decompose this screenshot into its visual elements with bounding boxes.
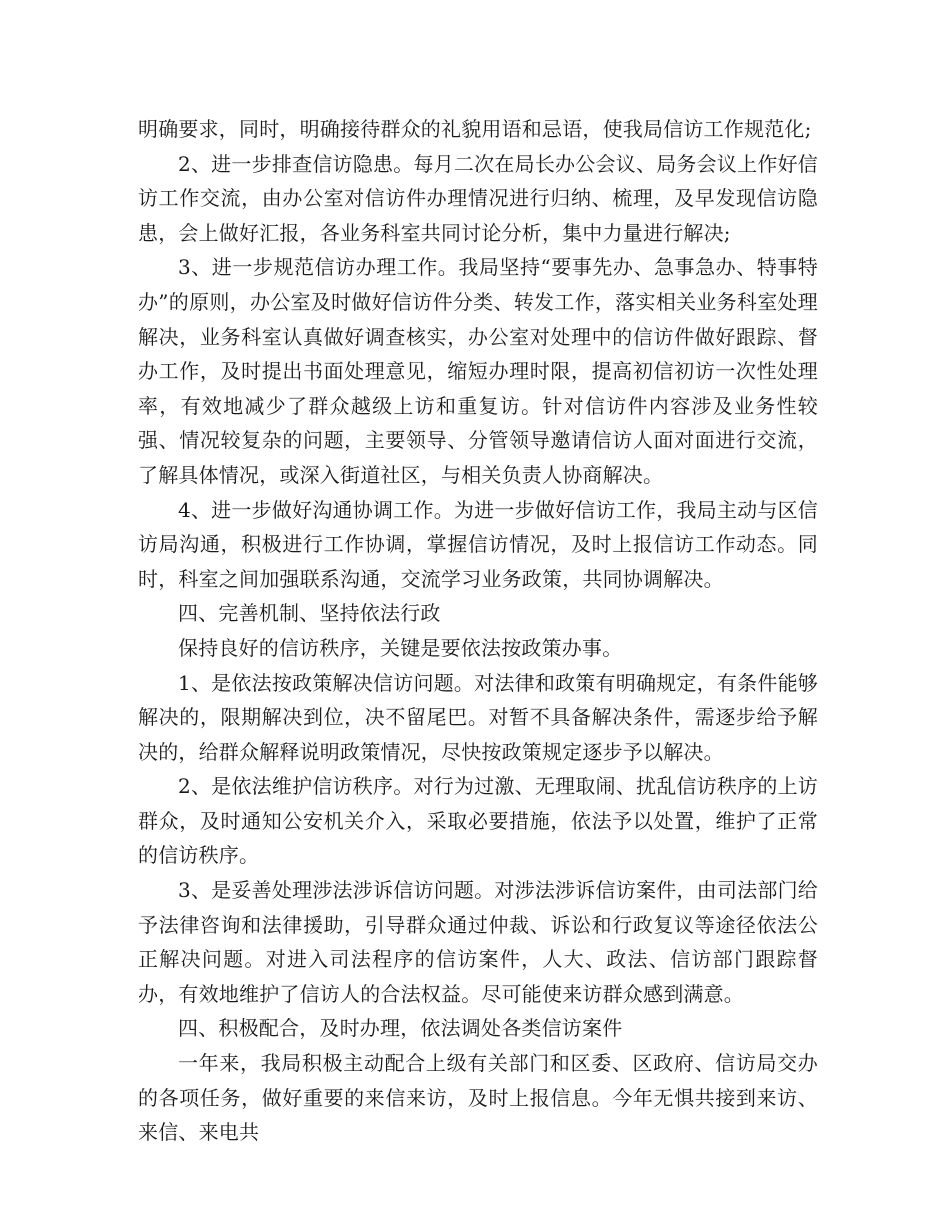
paragraph-5: 保持良好的信访秩序，关键是要依法按政策办事。 [178,635,623,660]
paragraph-8: 3、是妥善处理涉法涉诉信访问题。对涉法涉诉信访案件，由司法部门给予法律咨询和法律援助，引导群众通过仲裁、诉讼和行政复议等途径依法公正解决问题。对进入司法程序的信访案件，人大、政法、信访部门跟踪督办，有效地维护了信访人的合法权益。尽可能使来访群众感到满意。 [138,878,818,1006]
document-body [138,112,818,1150]
paragraph-9: 一年来，我局积极主动配合上级有关部门和区委、区政府、信访局交办的各项任务，做好重要的来信来访，及时上报信息。今年无惧共接到来访、来信、来电共 [138,1051,818,1145]
section-heading-1: 四、完善机制、坚持依法行政 [178,601,441,626]
section-heading-2: 四、积极配合，及时办理，依法调处各类信访案件 [178,1016,623,1041]
paragraph-6: 1、是依法按政策解决信访问题。对法律和政策有明确规定，有条件能够解决的，限期解决到位，决不留尾巴。对暂不具备解决条件，需逐步给予解决的，给群众解释说明政策情况，尽快按政策规定逐步予以解决。 [138,670,818,764]
paragraph-4: 4、进一步做好沟通协调工作。为进一步做好信访工作，我局主动与区信访局沟通，积极进行工作协调，掌握信访情况，及时上报信访工作动态。同时，科室之间加强联系沟通，交流学习业务政策，共同协调解决。 [138,497,818,591]
paragraph-3: 3、进一步规范信访办理工作。我局坚持“要事先办、急事急办、特事特办”的原则，办公室及时做好信访件分类、转发工作，落实相关业务科室处理解决，业务科室认真做好调查核实，办公室对处理中的信访件做好跟踪、督办工作，及时提出书面处理意见，缩短办理时限，提高初信初访一次性处理率，有效地减少了群众越级上访和重复访。针对信访件内容涉及业务性较强、情况较复杂的问题，主要领导、分管领导邀请信访人面对面进行交流，了解具体情况，或深入街道社区，与相关负责人协商解决。 [138,255,818,487]
paragraph-1: 明确要求，同时，明确接待群众的礼貌用语和忌语，使我局信访工作规范化; [138,117,812,141]
paragraph-7: 2、是依法维护信访秩序。对行为过激、无理取闹、扰乱信访秩序的上访群众，及时通知公安机关介入，采取必要措施，依法予以处置，维护了正常的信访秩序。 [138,774,818,868]
paragraph-2: 2、进一步排查信访隐患。每月二次在局长办公会议、局务会议上作好信访工作交流，由办公室对信访件办理情况进行归纳、梳理，及早发现信访隐患，会上做好汇报，各业务科室共同讨论分析，集中力量进行解决; [138,151,818,245]
